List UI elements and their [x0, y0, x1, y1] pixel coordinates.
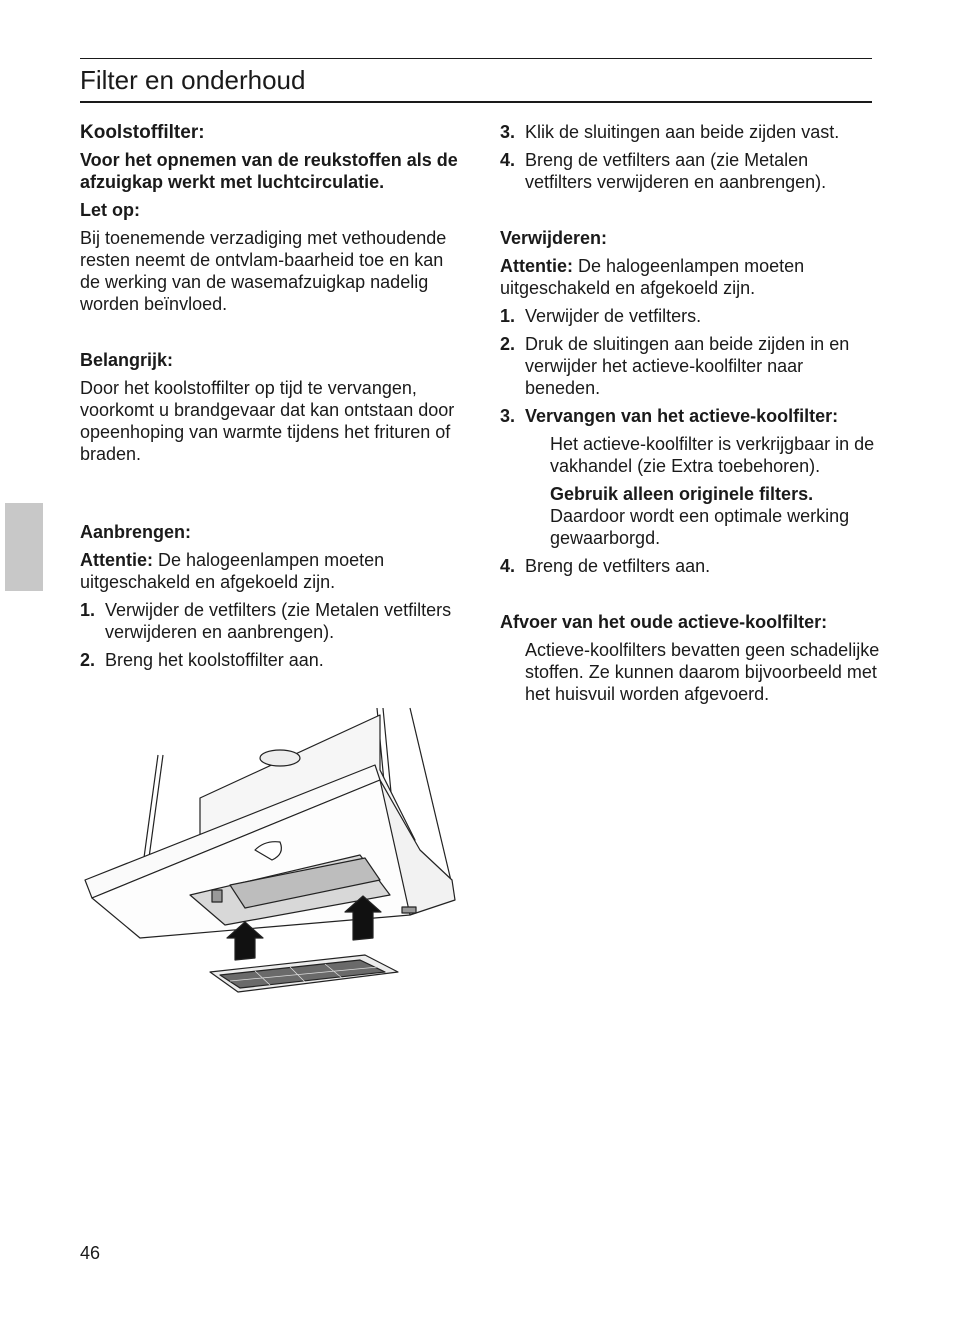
page-title: Filter en onderhoud	[80, 65, 306, 95]
disposal-label: Afvoer van het oude actieve-koolfilter:	[500, 612, 828, 632]
attention-text: De halogeenlampen moeten uitgeschakeld en afgekoeld zijn.	[80, 550, 385, 592]
step-text: Verwijder de vetfilters (zie Metalen vetfilters verwijderen en aanbrengen).	[105, 600, 452, 642]
step-number: 2.	[500, 334, 516, 354]
step-text: Druk de sluitingen aan beide zijden in en verwijder het actieve-koolfilter naar beneden.	[525, 334, 850, 398]
header-rule-bottom	[80, 101, 872, 103]
header-rule-top	[80, 58, 872, 59]
right-column	[500, 121, 880, 711]
attention-label: Attentie:	[80, 550, 153, 570]
list-item	[500, 149, 880, 193]
list-item	[500, 121, 880, 143]
important-text: Door het koolstoffilter op tijd te vervangen, voorkomt u brandgevaar dat kan ontstaan door opeenhoping van warmte tijdens het frituren of braden.	[80, 378, 455, 464]
step-number: 3.	[500, 406, 516, 426]
step-number: 1.	[80, 600, 96, 620]
replace-text: Het actieve-koolfilter is verkrijgbaar in de vakhandel (zie Extra toebehoren).	[550, 434, 875, 476]
replace-note	[500, 483, 880, 549]
step-text: Vervangen van het actieve-koolfilter:	[525, 406, 839, 426]
section-tab-marker	[5, 503, 43, 591]
list-item	[500, 555, 880, 577]
section-heading-charcoal-filter: Koolstoffilter:	[80, 122, 205, 143]
replace-bold: Gebruik alleen originele filters.	[550, 484, 814, 504]
intro-text: Voor het opnemen van de reukstoffen als de afzuigkap werkt met luchtcirculatie.	[80, 150, 458, 192]
step-text: Klik de sluitingen aan beide zijden vast.	[525, 122, 840, 142]
attention-text: De halogeenlampen moeten uitgeschakeld en afgekoeld zijn.	[500, 256, 805, 298]
step-number: 2.	[80, 650, 96, 670]
list-item	[500, 405, 880, 427]
step-number: 4.	[500, 150, 516, 170]
note-text: Bij toenemende verzadiging met vethoudende resten neemt de ontvlam-baarheid toe en kan de werking van de wasemafzuigkap nadelig worden beïnvloed.	[80, 228, 447, 314]
left-column	[80, 121, 460, 677]
list-item	[80, 649, 460, 671]
step-number: 1.	[500, 306, 516, 326]
step-text: Breng de vetfilters aan (zie Metalen vetfilters verwijderen en aanbrengen).	[525, 150, 827, 192]
replace-after: Daardoor wordt een optimale werking gewaarborgd.	[550, 506, 850, 548]
note-label: Let op:	[80, 200, 140, 220]
list-item	[500, 333, 880, 399]
remove-attention	[500, 255, 880, 299]
step-number: 3.	[500, 122, 516, 142]
page-number: 46	[80, 1243, 101, 1263]
cooker-hood-filter-illustration	[80, 700, 460, 1000]
important-label: Belangrijk:	[80, 350, 174, 370]
disposal-text: Actieve-koolfilters bevatten geen schadelijke stoffen. Ze kunnen daarom bijvoorbeeld met het huisvuil worden afgevoerd.	[525, 640, 880, 704]
attention-label: Attentie:	[500, 256, 573, 276]
install-label: Aanbrengen:	[80, 522, 192, 542]
step-text: Breng het koolstoffilter aan.	[105, 650, 324, 670]
install-attention	[80, 549, 460, 593]
remove-label: Verwijderen:	[500, 228, 608, 248]
step-number: 4.	[500, 556, 516, 576]
list-item	[80, 599, 460, 643]
list-item	[500, 305, 880, 327]
step-text: Breng de vetfilters aan.	[525, 556, 711, 576]
step-text: Verwijder de vetfilters.	[525, 306, 702, 326]
